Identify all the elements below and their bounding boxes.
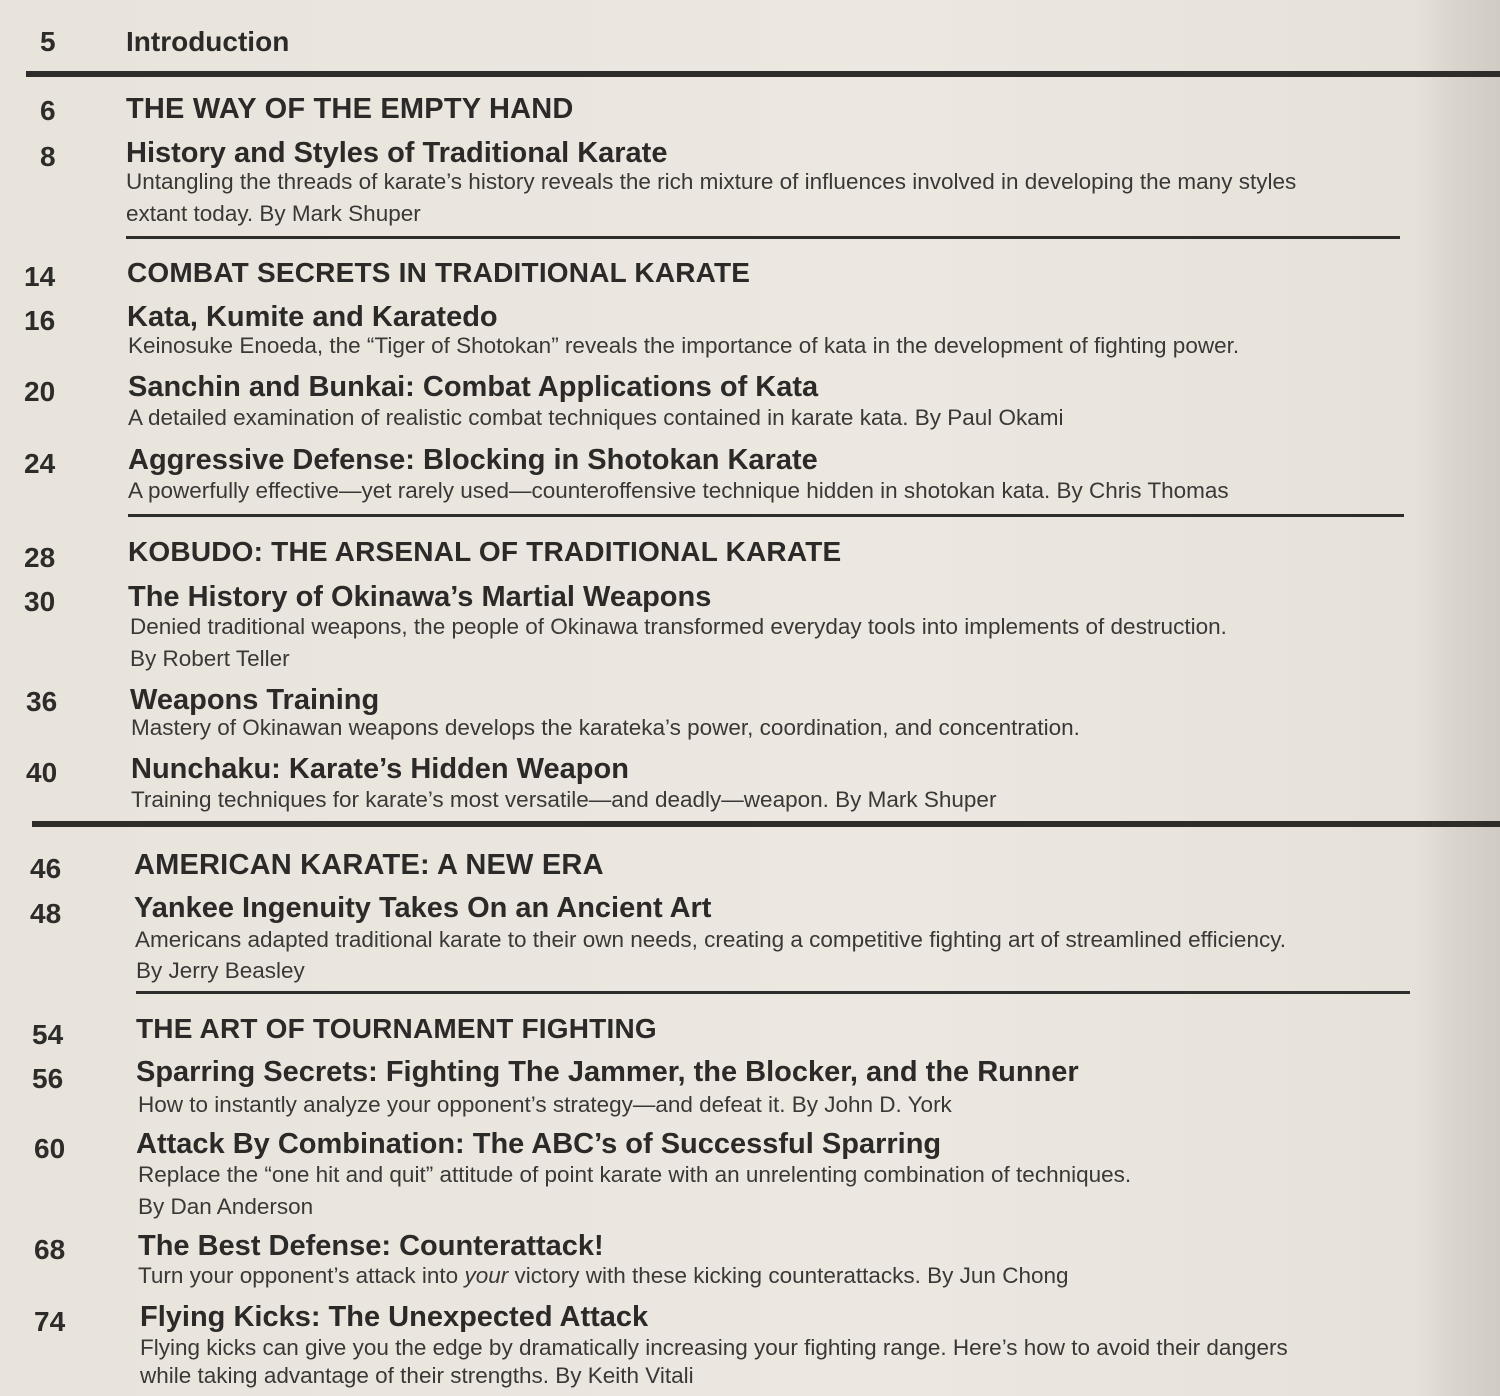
page-number: 24 bbox=[24, 448, 56, 479]
article-title: Flying Kicks: The Unexpected Attack bbox=[140, 1301, 649, 1333]
article-title: Sparring Secrets: Fighting The Jammer, the Blocker, and the Runner bbox=[136, 1056, 1079, 1088]
page-number: 54 bbox=[32, 1019, 64, 1050]
article-title: The History of Okinawa’s Martial Weapons bbox=[128, 581, 712, 613]
page-number: 40 bbox=[26, 757, 58, 788]
article-description: Flying kicks can give you the edge by dramatically increasing your fighting range. Here’s how to avoid their dangers bbox=[140, 1335, 1288, 1360]
article-title: Attack By Combination: The ABC’s of Successful Sparring bbox=[136, 1128, 942, 1160]
article-description: Replace the “one hit and quit” attitude of point karate with an unrelenting combination of techniques. bbox=[138, 1162, 1132, 1187]
section-title: THE ART OF TOURNAMENT FIGHTING bbox=[136, 1013, 657, 1044]
section-title: KOBUDO: THE ARSENAL OF TRADITIONAL KARATE bbox=[128, 536, 842, 567]
article-title: Sanchin and Bunkai: Combat Applications of Kata bbox=[128, 371, 819, 403]
section-title: THE WAY OF THE EMPTY HAND bbox=[126, 93, 574, 125]
page-number: 16 bbox=[24, 305, 56, 336]
entry-title: Introduction bbox=[126, 26, 290, 57]
article-description: How to instantly analyze your opponent’s strategy—and defeat it. By John D. York bbox=[138, 1092, 952, 1117]
section-divider-thick bbox=[32, 821, 1500, 827]
description-text: Turn your opponent’s attack into bbox=[138, 1263, 465, 1288]
article-description: By Jerry Beasley bbox=[136, 958, 305, 983]
article-description: By Robert Teller bbox=[130, 646, 290, 671]
emphasis-text: your bbox=[464, 1263, 509, 1288]
page-number: 56 bbox=[32, 1063, 64, 1094]
article-description: By Dan Anderson bbox=[138, 1194, 314, 1219]
page-number: 6 bbox=[40, 95, 56, 126]
page-number: 60 bbox=[34, 1133, 66, 1164]
article-title: Nunchaku: Karate’s Hidden Weapon bbox=[131, 753, 629, 785]
section-divider bbox=[136, 991, 1410, 994]
section-divider-thick bbox=[26, 71, 1500, 77]
article-description: Mastery of Okinawan weapons develops the karateka’s power, coordination, and concentration. bbox=[131, 715, 1080, 740]
page-number: 28 bbox=[24, 542, 56, 573]
page-number: 68 bbox=[34, 1234, 66, 1265]
page-number: 46 bbox=[30, 853, 62, 884]
page-number: 8 bbox=[40, 141, 56, 172]
article-title: Weapons Training bbox=[130, 684, 380, 716]
page-number: 14 bbox=[24, 261, 56, 292]
article-title: Aggressive Defense: Blocking in Shotokan Karate bbox=[128, 444, 818, 476]
article-description: extant today. By Mark Shuper bbox=[126, 201, 421, 226]
page-number: 30 bbox=[24, 586, 56, 617]
section-title: COMBAT SECRETS IN TRADITIONAL KARATE bbox=[127, 257, 751, 288]
page-number: 20 bbox=[24, 376, 56, 407]
page-number: 5 bbox=[40, 26, 56, 57]
article-description: Untangling the threads of karate’s history reveals the rich mixture of influences involved in developing the many styles bbox=[126, 169, 1297, 194]
article-title: The Best Defense: Counterattack! bbox=[138, 1230, 604, 1262]
article-description: A detailed examination of realistic combat techniques contained in karate kata. By Paul Okami bbox=[128, 405, 1064, 430]
section-divider bbox=[128, 514, 1404, 517]
section-title: AMERICAN KARATE: A NEW ERA bbox=[134, 849, 604, 881]
page-number: 48 bbox=[30, 898, 62, 929]
article-description: A powerfully effective—yet rarely used—counteroffensive technique hidden in shotokan kata. By Chris Thomas bbox=[128, 478, 1229, 503]
page-gutter-shadow bbox=[1418, 0, 1500, 1396]
page-number: 36 bbox=[26, 686, 58, 717]
description-text: victory with these kicking counterattacks. By Jun Chong bbox=[508, 1263, 1069, 1288]
article-title: Kata, Kumite and Karatedo bbox=[127, 301, 498, 333]
article-description: while taking advantage of their strengths. By Keith Vitali bbox=[140, 1363, 694, 1388]
article-description: Training techniques for karate’s most versatile—and deadly—weapon. By Mark Shuper bbox=[131, 787, 997, 812]
article-description: Americans adapted traditional karate to their own needs, creating a competitive fighting art of streamlined efficiency. bbox=[135, 927, 1287, 952]
article-title: History and Styles of Traditional Karate bbox=[126, 137, 668, 169]
article-title: Yankee Ingenuity Takes On an Ancient Art bbox=[134, 892, 712, 924]
article-description: Keinosuke Enoeda, the “Tiger of Shotokan” reveals the importance of kata in the development of fighting power. bbox=[128, 333, 1240, 358]
article-description bbox=[138, 1261, 1069, 1291]
section-divider bbox=[126, 236, 1400, 239]
page-number: 74 bbox=[34, 1306, 66, 1337]
article-description: Denied traditional weapons, the people of Okinawa transformed everyday tools into implements of destruction. bbox=[130, 614, 1227, 639]
